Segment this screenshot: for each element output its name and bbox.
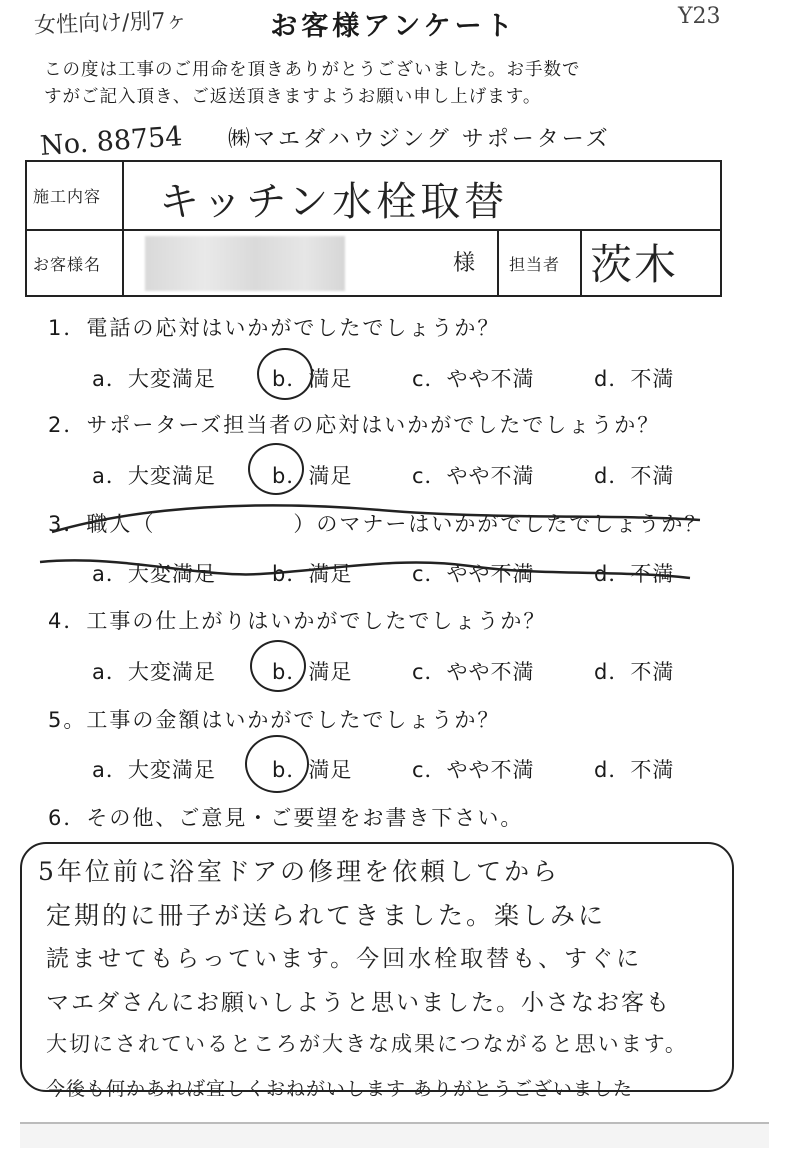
work-label: 施工内容 bbox=[33, 187, 102, 206]
intro-line-2: すがご記入頂き、ご返送頂きますようお願い申し上げます。 bbox=[44, 87, 542, 107]
q3-option-c: c．やや不満 bbox=[412, 562, 535, 586]
q1-option-a: a．大変満足 bbox=[92, 367, 216, 391]
honorific: 様 bbox=[453, 251, 477, 276]
question-1: 1．電話の応対はいかがでしたでしょうか？ bbox=[48, 316, 501, 340]
q4-option-a: a．大変満足 bbox=[92, 660, 216, 684]
q5-option-b: b．満足 bbox=[272, 758, 353, 782]
intro-line-1: この度は工事のご用命を頂きありがとうございました。お手数で bbox=[44, 60, 581, 80]
q2-option-d: d．不満 bbox=[594, 464, 675, 488]
comment-line-3: 読ませてもらっています。今回水栓取替も、すぐに bbox=[46, 946, 643, 972]
question-5: 5。工事の金額はいかがでしたでしょうか？ bbox=[48, 708, 501, 732]
q2-option-b: b．満足 bbox=[272, 464, 353, 488]
q3-strike-line-1 bbox=[52, 505, 700, 532]
q4-option-c: c．やや不満 bbox=[412, 660, 535, 684]
handwritten-note-top-right: Y23 bbox=[678, 4, 721, 29]
comment-line-6: 今後も何かあれば宜しくおねがいします ありがとうございました bbox=[46, 1078, 634, 1100]
q4-option-b: b．満足 bbox=[272, 660, 353, 684]
comment-line-1: 5年位前に浴室ドアの修理を依頼してから bbox=[38, 857, 561, 886]
question-6: 6．その他、ご意見・ご要望をお書き下さい。 bbox=[48, 806, 524, 830]
q5-option-d: d．不満 bbox=[594, 758, 675, 782]
comment-line-5: 大切にされているところが大きな成果につながると思います。 bbox=[46, 1032, 688, 1056]
handwritten-number: No. 88754 bbox=[39, 121, 184, 162]
question-3: 3．職人（ ）のマナーはいかがでしたでしょうか？ bbox=[48, 512, 708, 536]
work-value: キッチン水栓取替 bbox=[159, 179, 509, 225]
q1-option-b: b．満足 bbox=[272, 367, 353, 391]
q5-option-a: a．大変満足 bbox=[92, 758, 216, 782]
company-name: ㈱マエダハウジング サポーターズ bbox=[228, 127, 611, 152]
q1-option-c: c．やや不満 bbox=[412, 367, 535, 391]
question-2: 2．サポーターズ担当者の応対はいかがでしたでしょうか？ bbox=[48, 413, 661, 437]
q1-option-d: d．不満 bbox=[594, 367, 675, 391]
customer-label: お客様名 bbox=[33, 255, 102, 274]
q2-option-a: a．大変満足 bbox=[92, 464, 216, 488]
question-4: 4．工事の仕上がりはいかがでしたでしょうか？ bbox=[48, 609, 547, 633]
q4-option-d: d．不満 bbox=[594, 660, 675, 684]
q3-option-a: a．大変満足 bbox=[92, 562, 216, 586]
page-title: お客様アンケート bbox=[270, 11, 517, 42]
q3-option-b: b．満足 bbox=[272, 562, 353, 586]
q3-strike-line-2 bbox=[40, 560, 690, 578]
comment-line-4: マエダさんにお願いしようと思いました。小さなお客も bbox=[46, 990, 671, 1016]
handwritten-note-top-left: 女性向け/別7ヶ bbox=[33, 8, 188, 39]
staff-value: 茨木 bbox=[590, 240, 679, 289]
q3-option-d: d．不満 bbox=[594, 562, 675, 586]
q2-option-c: c．やや不満 bbox=[412, 464, 535, 488]
staff-label: 担当者 bbox=[509, 255, 561, 274]
comment-line-2: 定期的に冊子が送られてきました。楽しみに bbox=[46, 901, 607, 930]
q5-option-c: c．やや不満 bbox=[412, 758, 535, 782]
